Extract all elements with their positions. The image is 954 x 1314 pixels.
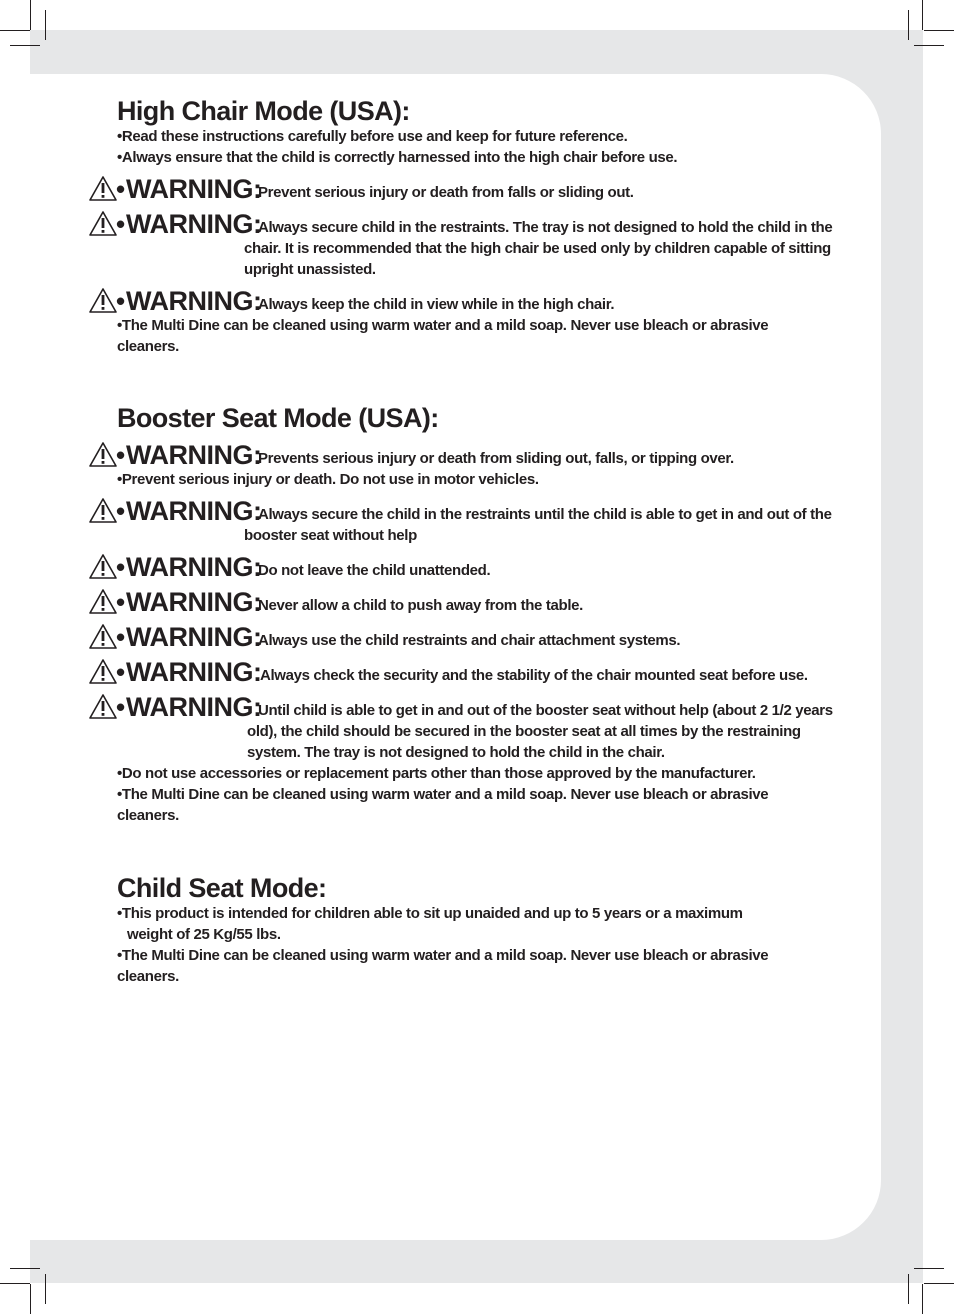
bullet-age-weight: •This product is intended for children able to sit up unaided and up to 5 years or a maximum xyxy=(117,905,743,922)
warning-triangle-icon xyxy=(88,588,118,615)
warning-label: WARNING: xyxy=(126,587,262,617)
bullet-dot: • xyxy=(116,657,126,687)
section-title-booster-seat: Booster Seat Mode (USA): xyxy=(117,403,439,433)
bullet-cleaning-continued: cleaners. xyxy=(117,807,179,824)
warning-triangle-icon xyxy=(88,287,118,314)
warning-text: Do not leave the child unattended. xyxy=(258,562,491,579)
crop-mark xyxy=(30,0,31,30)
crop-mark xyxy=(45,1274,46,1304)
warning-text: Always secure the child in the restraints until the child is able to get in and out of the xyxy=(258,506,832,523)
bullet-dot: • xyxy=(116,440,126,470)
warning-text-continued: system. The tray is not designed to hold the child in the chair. xyxy=(247,744,665,761)
warning-label: WARNING: xyxy=(126,174,262,204)
warning-triangle-icon xyxy=(88,497,118,524)
warning-label: WARNING: xyxy=(126,622,262,652)
warning-label: WARNING: xyxy=(126,552,262,582)
warning-text-continued: old), the child should be secured in the booster seat at all times by the restraining xyxy=(247,723,801,740)
bullet-dot: • xyxy=(116,174,126,204)
crop-mark xyxy=(30,1284,31,1314)
warning-label: WARNING: xyxy=(126,657,262,687)
warning-triangle-icon xyxy=(88,693,118,720)
crop-mark xyxy=(908,10,909,40)
crop-mark xyxy=(922,0,923,30)
crop-mark xyxy=(914,45,944,46)
bullet-age-weight-continued: weight of 25 Kg/55 lbs. xyxy=(127,926,281,943)
warning-text-continued: upright unassisted. xyxy=(244,261,376,278)
crop-mark xyxy=(908,1274,909,1304)
bullet-dot: • xyxy=(116,587,126,617)
crop-mark xyxy=(924,30,954,31)
warning-text: Never allow a child to push away from the table. xyxy=(258,597,583,614)
warning-text: Always check the security and the stability of the chair mounted seat before use. xyxy=(260,667,808,684)
warning-triangle-icon xyxy=(88,553,118,580)
warning-triangle-icon xyxy=(88,623,118,650)
crop-mark xyxy=(922,1284,923,1314)
bullet-dot: • xyxy=(116,622,126,652)
crop-mark xyxy=(10,1268,40,1269)
crop-mark xyxy=(0,30,30,31)
warning-triangle-icon xyxy=(88,175,118,202)
warning-label: WARNING: xyxy=(126,496,262,526)
bullet-cleaning: •The Multi Dine can be cleaned using warm water and a mild soap. Never use bleach or abrasive xyxy=(117,947,769,964)
crop-mark xyxy=(45,10,46,40)
crop-mark xyxy=(0,1283,30,1284)
warning-text: Prevent serious injury or death from falls or sliding out. xyxy=(258,184,634,201)
warning-triangle-icon xyxy=(88,210,118,237)
bullet-dot: • xyxy=(116,496,126,526)
warning-text: Always secure child in the restraints. The tray is not designed to hold the child in the xyxy=(258,219,833,236)
warning-text: Prevents serious injury or death from sliding out, falls, or tipping over. xyxy=(258,450,734,467)
bullet-dot: • xyxy=(116,286,126,316)
warning-triangle-icon xyxy=(88,441,118,468)
warning-label: WARNING: xyxy=(126,209,262,239)
crop-mark xyxy=(10,45,40,46)
warning-text-continued: booster seat without help xyxy=(244,527,417,544)
warning-text: Until child is able to get in and out of the booster seat without help (about 2 1/2 years xyxy=(258,702,833,719)
warning-label: WARNING: xyxy=(126,440,262,470)
warning-label: WARNING: xyxy=(126,286,262,316)
section-title-child-seat: Child Seat Mode: xyxy=(117,873,327,903)
warning-text: Always keep the child in view while in the high chair. xyxy=(258,296,615,313)
warning-label: WARNING: xyxy=(126,692,262,722)
bullet-motor-vehicles: •Prevent serious injury or death. Do not use in motor vehicles. xyxy=(117,471,539,488)
bullet-cleaning: •The Multi Dine can be cleaned using warm water and a mild soap. Never use bleach or abrasive xyxy=(117,786,769,803)
bullet-cleaning-continued: cleaners. xyxy=(117,968,179,985)
crop-mark xyxy=(924,1283,954,1284)
bullet-read-instructions: •Read these instructions carefully before use and keep for future reference. xyxy=(117,128,628,145)
crop-mark xyxy=(914,1268,944,1269)
warning-text-continued: chair. It is recommended that the high chair be used only by children capable of sitting xyxy=(244,240,831,257)
warning-triangle-icon xyxy=(88,658,118,685)
section-title-high-chair: High Chair Mode (USA): xyxy=(117,96,410,126)
bullet-dot: • xyxy=(116,552,126,582)
bullet-dot: • xyxy=(116,209,126,239)
bullet-accessories: •Do not use accessories or replacement parts other than those approved by the manufacturer. xyxy=(117,765,756,782)
bullet-cleaning: •The Multi Dine can be cleaned using warm water and a mild soap. Never use bleach or abrasive xyxy=(117,317,769,334)
bullet-cleaning-continued: cleaners. xyxy=(117,338,179,355)
bullet-dot: • xyxy=(116,692,126,722)
bullet-harness: •Always ensure that the child is correctly harnessed into the high chair before use. xyxy=(117,149,678,166)
warning-text: Always use the child restraints and chair attachment systems. xyxy=(258,632,681,649)
